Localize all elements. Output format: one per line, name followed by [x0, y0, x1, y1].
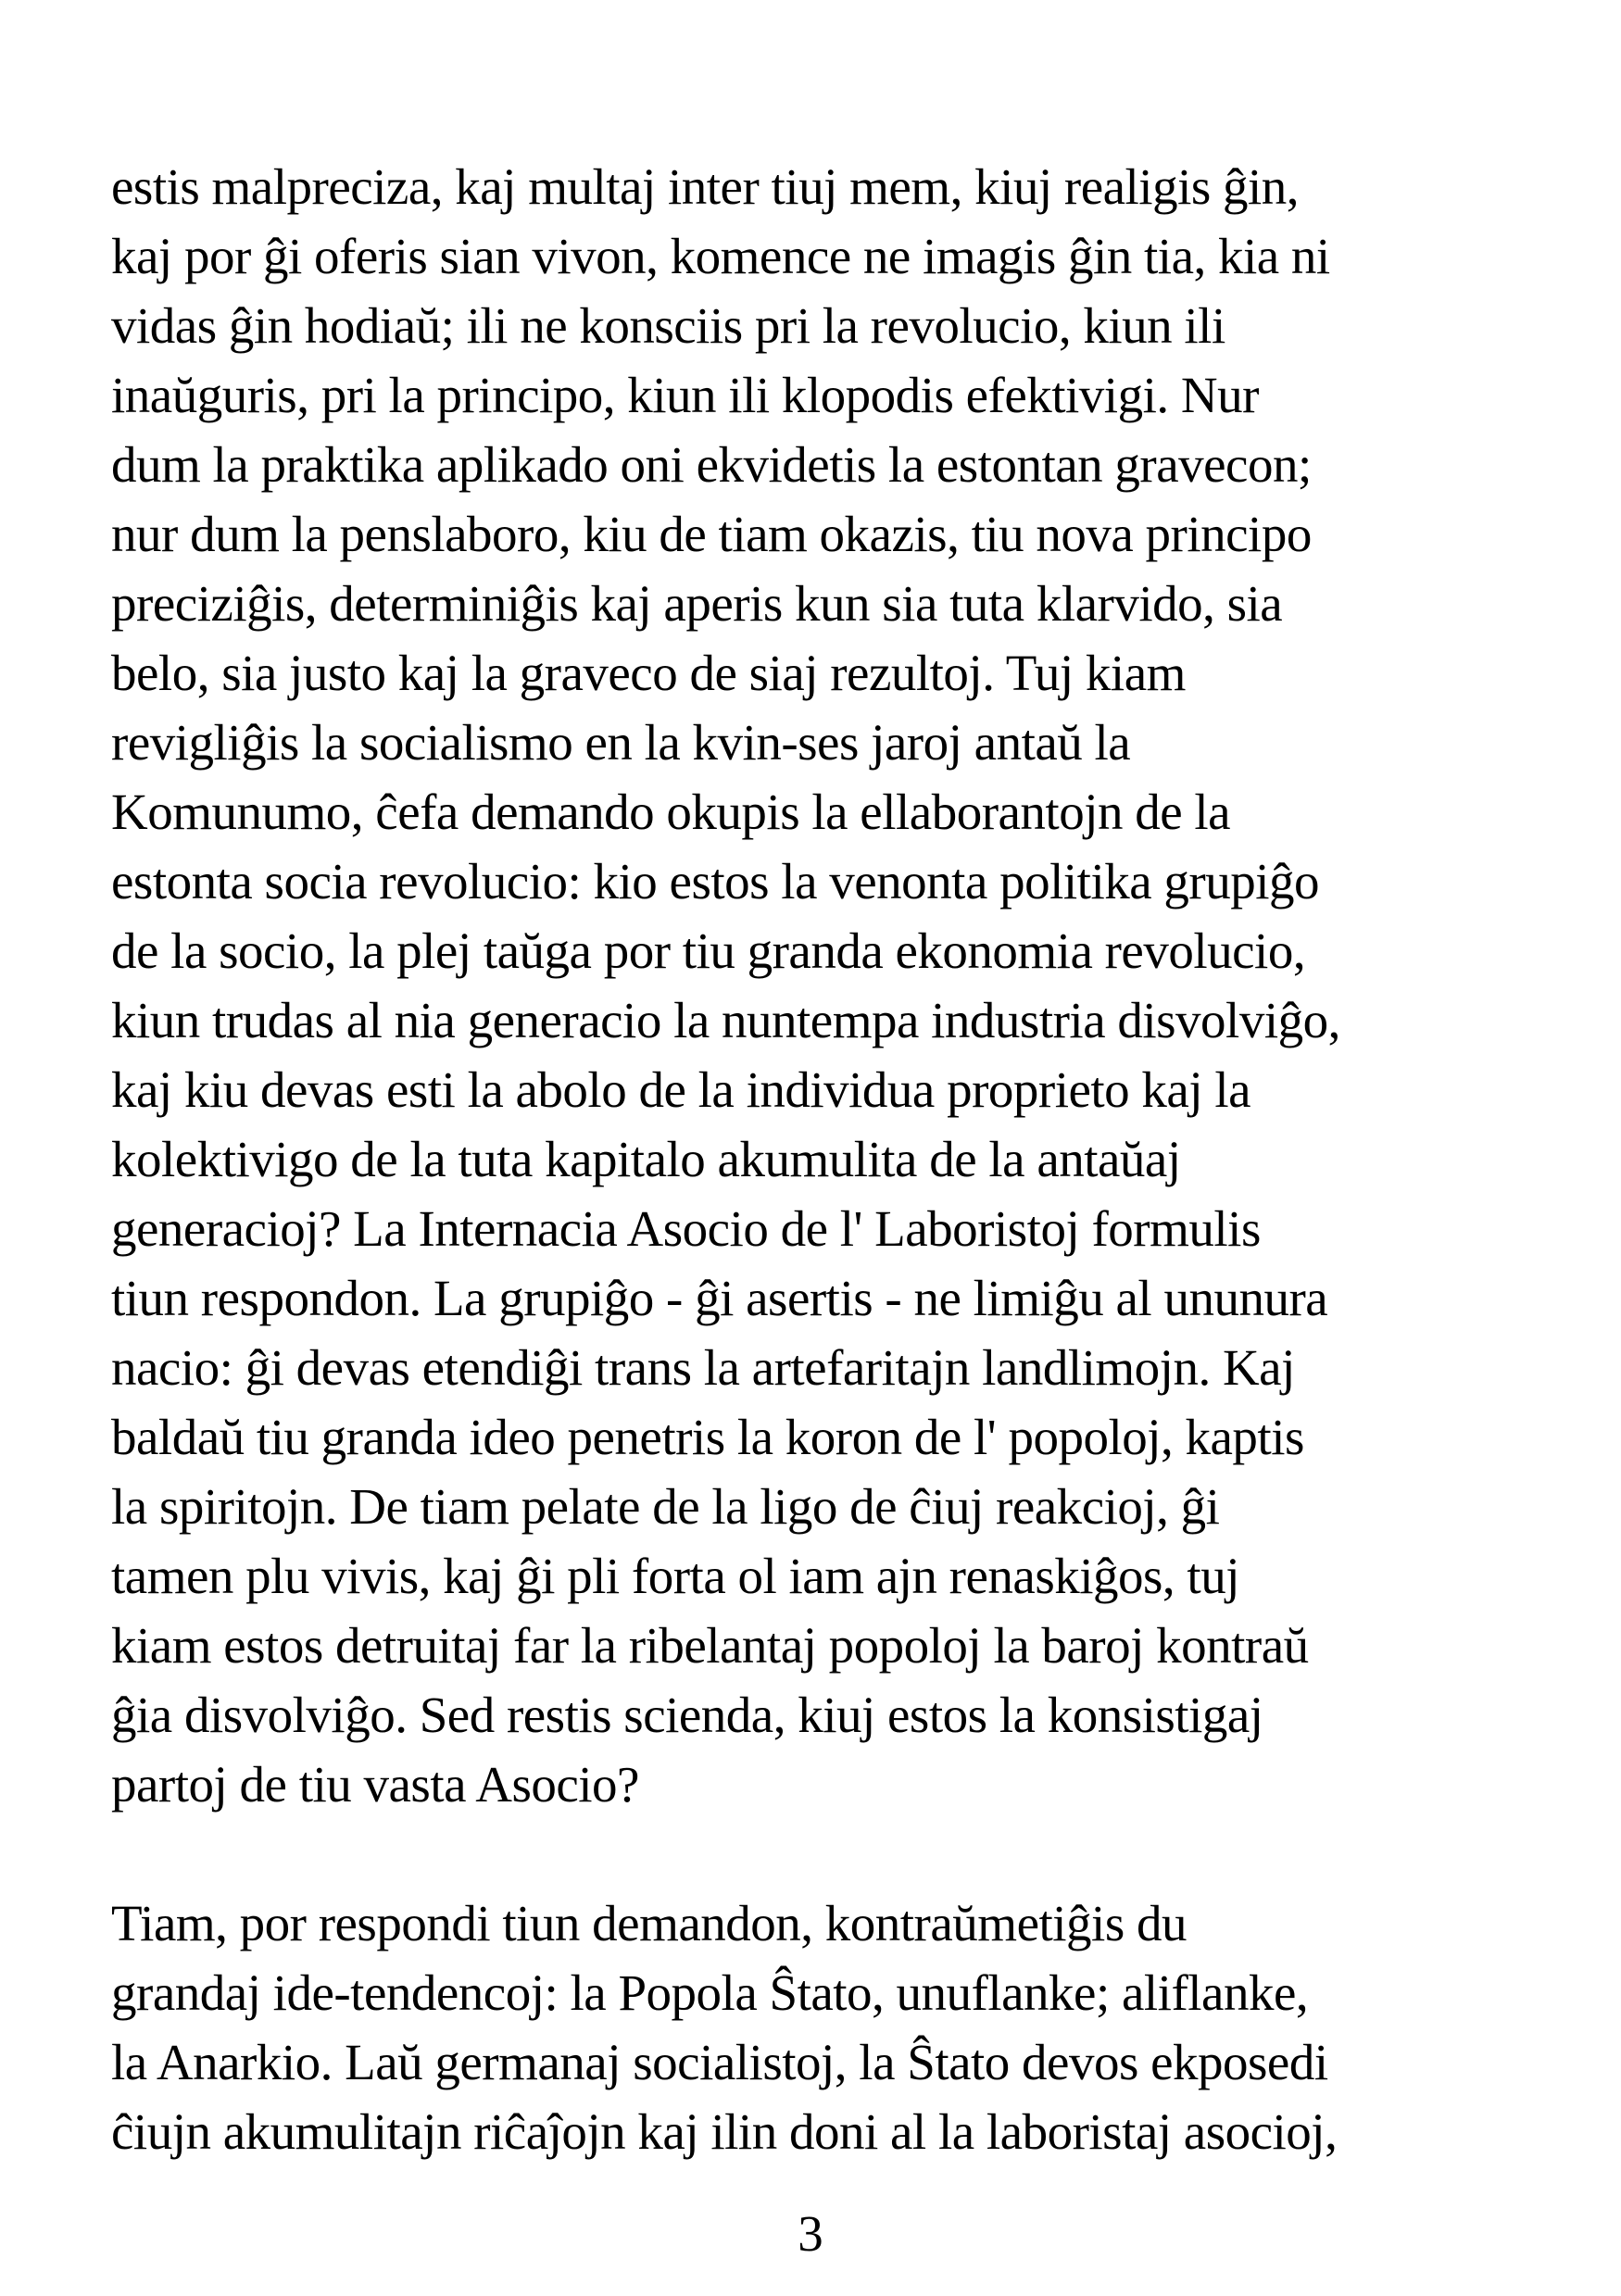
- paragraph: [111, 152, 1565, 1819]
- text-line: revigliĝis la socialismo en la kvin-ses jaroj antaŭ la: [111, 714, 1131, 771]
- text-line: kaj kiu devas esti la abolo de la individua proprieto kaj la: [111, 1061, 1251, 1118]
- text-line: vidas ĝin hodiaŭ; ili ne konsciis pri la revolucio, kiun ili: [111, 297, 1225, 354]
- text-line: inaŭguris, pri la principo, kiun ili klopodis efektivigi. Nur: [111, 367, 1259, 423]
- text-line: ĝia disvolviĝo. Sed restis scienda, kiuj estos la konsistigaj: [111, 1687, 1263, 1743]
- text-line: belo, sia justo kaj la graveco de siaj rezultoj. Tuj kiam: [111, 645, 1186, 701]
- text-line: Komunumo, ĉefa demando okupis la ellaborantojn de la: [111, 784, 1231, 840]
- page-number: 3: [798, 2205, 823, 2262]
- text-line: la Anarkio. Laŭ germanaj socialistoj, la Ŝtato devos ekposedi: [111, 2034, 1328, 2090]
- text-line: kiun trudas al nia generacio la nuntempa industria disvolviĝo,: [111, 992, 1340, 1048]
- text-line: tiun respondon. La grupiĝo - ĝi asertis - ne limiĝu al ununura: [111, 1270, 1328, 1326]
- text-line: partoj de tiu vasta Asocio?: [111, 1756, 639, 1813]
- text-line: nur dum la penslaboro, kiu de tiam okazis, tiu nova principo: [111, 506, 1312, 562]
- text-line: generacioj? La Internacia Asocio de l' Laboristoj formulis: [111, 1200, 1261, 1257]
- text-line: dum la praktika aplikado oni ekvidetis la estontan gravecon;: [111, 436, 1312, 493]
- text-line: de la socio, la plej taŭga por tiu granda ekonomia revolucio,: [111, 922, 1306, 979]
- text-line: kolektivigo de la tuta kapitalo akumulita de la antaŭaj: [111, 1131, 1181, 1187]
- text-line: estis malpreciza, kaj multaj inter tiuj mem, kiuj realigis ĝin,: [111, 158, 1300, 215]
- text-line: grandaj ide-tendencoj: la Popola Ŝtato, unuflanke; aliflanke,: [111, 1964, 1309, 2021]
- text-line: preciziĝis, determiniĝis kaj aperis kun sia tuta klarvido, sia: [111, 575, 1283, 632]
- text-line: Tiam, por respondi tiun demandon, kontraŭmetiĝis du: [111, 1895, 1187, 1951]
- text-line: la spiritojn. De tiam pelate de la ligo de ĉiuj reakcioj, ĝi: [111, 1478, 1220, 1535]
- text-line: kiam estos detruitaj far la ribelantaj popoloj la baroj kontraŭ: [111, 1617, 1309, 1674]
- text-line: nacio: ĝi devas etendiĝi trans la artefaritajn landlimojn. Kaj: [111, 1339, 1295, 1396]
- text-line: estonta socia revolucio: kio estos la venonta politika grupiĝo: [111, 853, 1319, 910]
- paragraph: [111, 1888, 1565, 2166]
- text-line: kaj por ĝi oferis sian vivon, komence ne imagis ĝin tia, kia ni: [111, 228, 1330, 284]
- text-line: tamen plu vivis, kaj ĝi pli forta ol iam ajn renaskiĝos, tuj: [111, 1548, 1239, 1604]
- text-line: ĉiujn akumulitajn riĉaĵojn kaj ilin doni al la laboristaj asocioj,: [111, 2103, 1338, 2160]
- text-line: baldaŭ tiu granda ideo penetris la koron de l' popoloj, kaptis: [111, 1409, 1304, 1465]
